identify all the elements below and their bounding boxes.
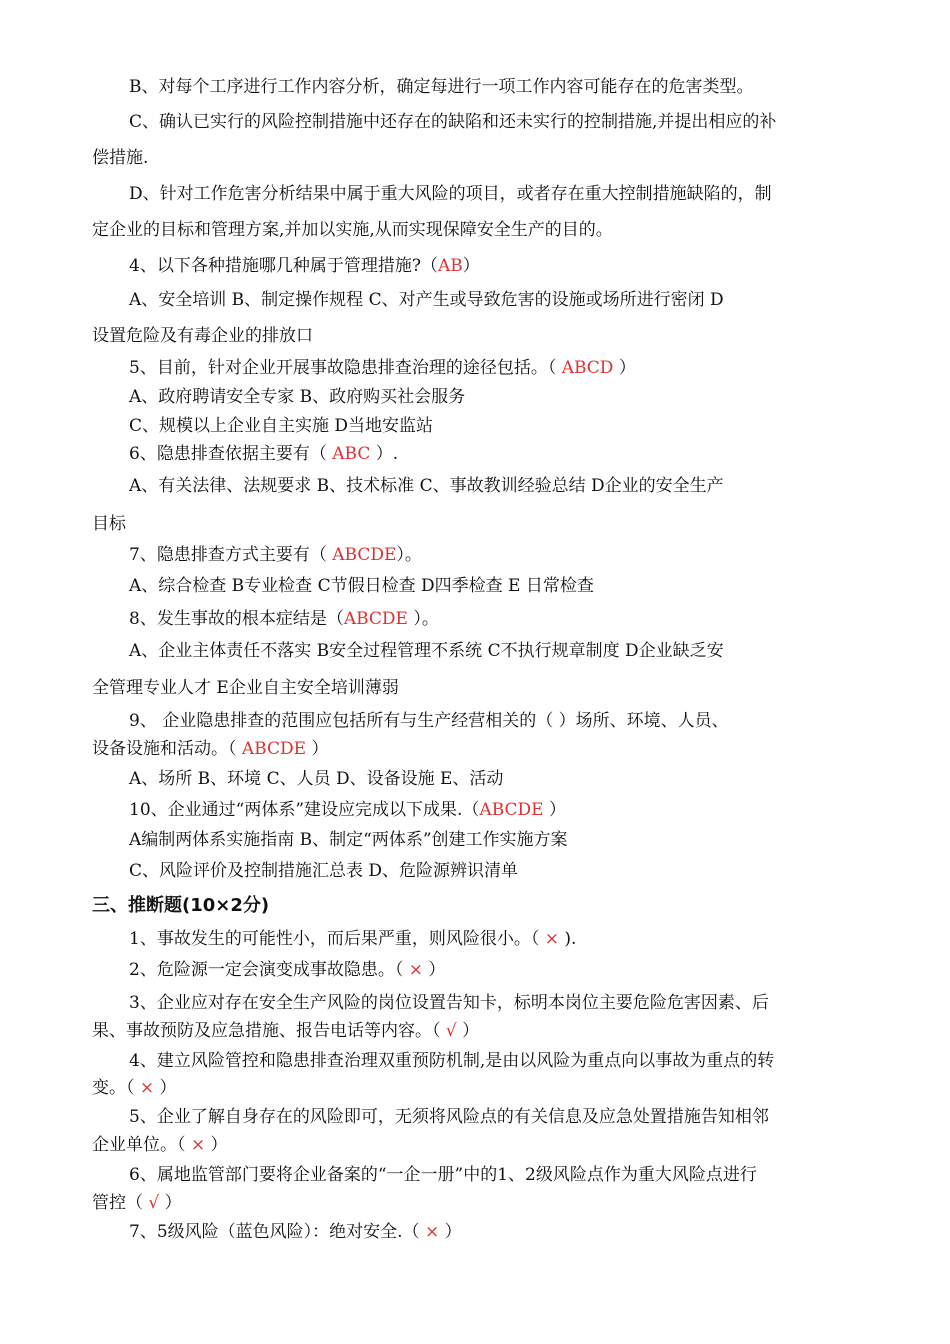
tf1-close: ). [558,929,577,949]
tf2-mark: × [408,960,423,980]
q9-stem-close: ） [306,739,329,759]
q9-answer: ABCDE [241,739,307,759]
q7-stem [129,542,422,568]
tf5-mark: × [190,1135,206,1155]
tf5-line1: 5、企业了解自身存在的风险即可，无须将风险点的有关信息及应急处置措施告知相邻 [129,1107,769,1127]
tf5-close: ） [205,1135,228,1155]
q4-options-line1: A、安全培训 B、制定操作规程 C、对产生或导致危害的设施或场所进行密闭 D [129,290,724,310]
tf6-line1: 6、属地监管部门要将企业备案的“一企一册”中的1、2级风险点作为重大风险点进行 [129,1165,757,1185]
q3-option-b: B、对每个工序进行工作内容分析，确定每进行一项工作内容可能存在的危害类型。 [129,77,754,97]
q4-stem-text: 4、以下各种措施哪几种属于管理措施?（ [129,256,438,276]
q8-stem-close: ）。 [407,609,439,629]
tf4-line1: 4、建立风险管控和隐患排查治理双重预防机制,是由以风险为重点向以事故为重点的转 [129,1051,775,1071]
tf6-mark: √ [148,1193,160,1213]
q3-option-c-line1: C、确认已实行的风险控制措施中还存在的缺陷和还未实行的控制措施,并提出相应的补 [129,112,777,132]
tf6-text: 管控（ [92,1193,149,1213]
tf7 [129,1219,462,1245]
q8-options-line2: 全管理专业人才 E企业自主安全培训薄弱 [92,678,399,698]
tf2-text: 2、危险源一定会演变成事故隐患。（ [129,960,409,980]
q10-stem [129,797,566,823]
q5-stem [129,355,636,381]
q10-options-line1: A编制两体系实施指南 B、制定“两体系”创建工作实施方案 [129,830,568,850]
q8-options-line1: A、企业主体责任不落实 B安全过程管理不系统 C不执行规章制度 D企业缺乏安 [129,641,724,661]
q5-answer: ABCD [561,358,614,378]
q5-stem-close: ） [613,358,636,378]
q6-stem-text: 6、隐患排查依据主要有（ [129,444,333,464]
q10-options-line2: C、风险评价及控制措施汇总表 D、危险源辨识清单 [129,861,519,881]
tf5-line2 [92,1132,228,1158]
q3-option-c-line2: 偿措施. [92,148,149,168]
q7-stem-text: 7、隐患排查方式主要有（ [129,545,333,565]
q8-answer: ABCDE [343,609,408,629]
tf3-line1: 3、企业应对存在安全生产风险的岗位设置告知卡，标明本岗位主要危险危害因素、后 [129,993,769,1013]
q5-stem-text: 5、目前，针对企业开展事故隐患排查治理的途径包括。（ [129,358,562,378]
tf1-mark: × [544,929,559,949]
q6-stem [129,441,398,467]
tf4-mark: × [139,1078,155,1098]
q7-answer: ABCDE [332,545,397,565]
q6-stem-close: ）. [370,444,399,464]
tf3-text: 果、事故预防及应急措施、报告电话等内容。（ [92,1021,446,1041]
q9-stem-line1: 9、 企业隐患排查的范围应包括所有与生产经营相关的（ ）场所、环境、人员、 [129,711,729,731]
tf3-close: ） [456,1021,480,1041]
q6-answer: ABC [332,444,371,464]
q8-stem-text: 8、发生事故的根本症结是（ [129,609,344,629]
tf4-line2 [92,1075,177,1101]
q4-stem-close: ） [462,256,480,276]
q9-stem-text: 设备设施和活动。（ [92,739,242,759]
q7-stem-close: ）。 [396,545,422,565]
q4-options-line2: 设置危险及有毒企业的排放口 [92,326,313,346]
q6-options-line1: A、有关法律、法规要求 B、技术标准 C、事故教训经验总结 D企业的安全生产 [129,476,724,496]
q4-answer: AB [437,256,463,276]
q7-options-line1: A、综合检查 B专业检查 C节假日检查 D四季检查 E 日常检查 [129,576,594,596]
q5-options-line1: A、政府聘请安全专家 B、政府购买社会服务 [129,387,466,407]
q8-stem [129,606,439,632]
tf7-text: 7、5级风险（蓝色风险）：绝对安全.（ [129,1222,425,1242]
tf2 [129,957,445,983]
q6-options-line2: 目标 [92,514,126,534]
q10-answer: ABCDE [479,800,544,820]
tf4-text: 变。（ [92,1078,140,1098]
q4-stem [129,253,480,279]
tf7-mark: × [424,1222,440,1242]
section-heading-judgment: 三、推断题(10×2分) [92,895,270,916]
q9-options-line1: A、场所 B、环境 C、人员 D、设备设施 E、活动 [129,769,504,789]
tf4-close: ） [154,1078,177,1098]
q3-option-d-line2: 定企业的目标和管理方案,并加以实施,从而实现保障安全生产的目的。 [92,220,613,240]
q10-stem-text: 10、企业通过“两体系”建设应完成以下成果.（ [129,800,480,820]
tf7-close: ） [439,1222,462,1242]
tf6-close: ） [159,1193,182,1213]
tf6-line2 [92,1190,182,1216]
q10-stem-close: ） [543,800,566,820]
q9-stem-line2 [92,736,328,762]
tf3-mark: √ [445,1021,457,1041]
tf2-close: ） [422,960,446,980]
q5-options-line2: C、规模以上企业自主实施 D当地安监站 [129,416,434,436]
q3-option-d-line1: D、针对工作危害分析结果中属于重大风险的项目，或者存在重大控制措施缺陷的，制 [129,184,772,204]
tf1 [129,926,576,952]
tf3-line2 [92,1018,479,1044]
tf1-text: 1、事故发生的可能性小，而后果严重，则风险很小。（ [129,929,545,949]
tf5-text: 企业单位。（ [92,1135,191,1155]
